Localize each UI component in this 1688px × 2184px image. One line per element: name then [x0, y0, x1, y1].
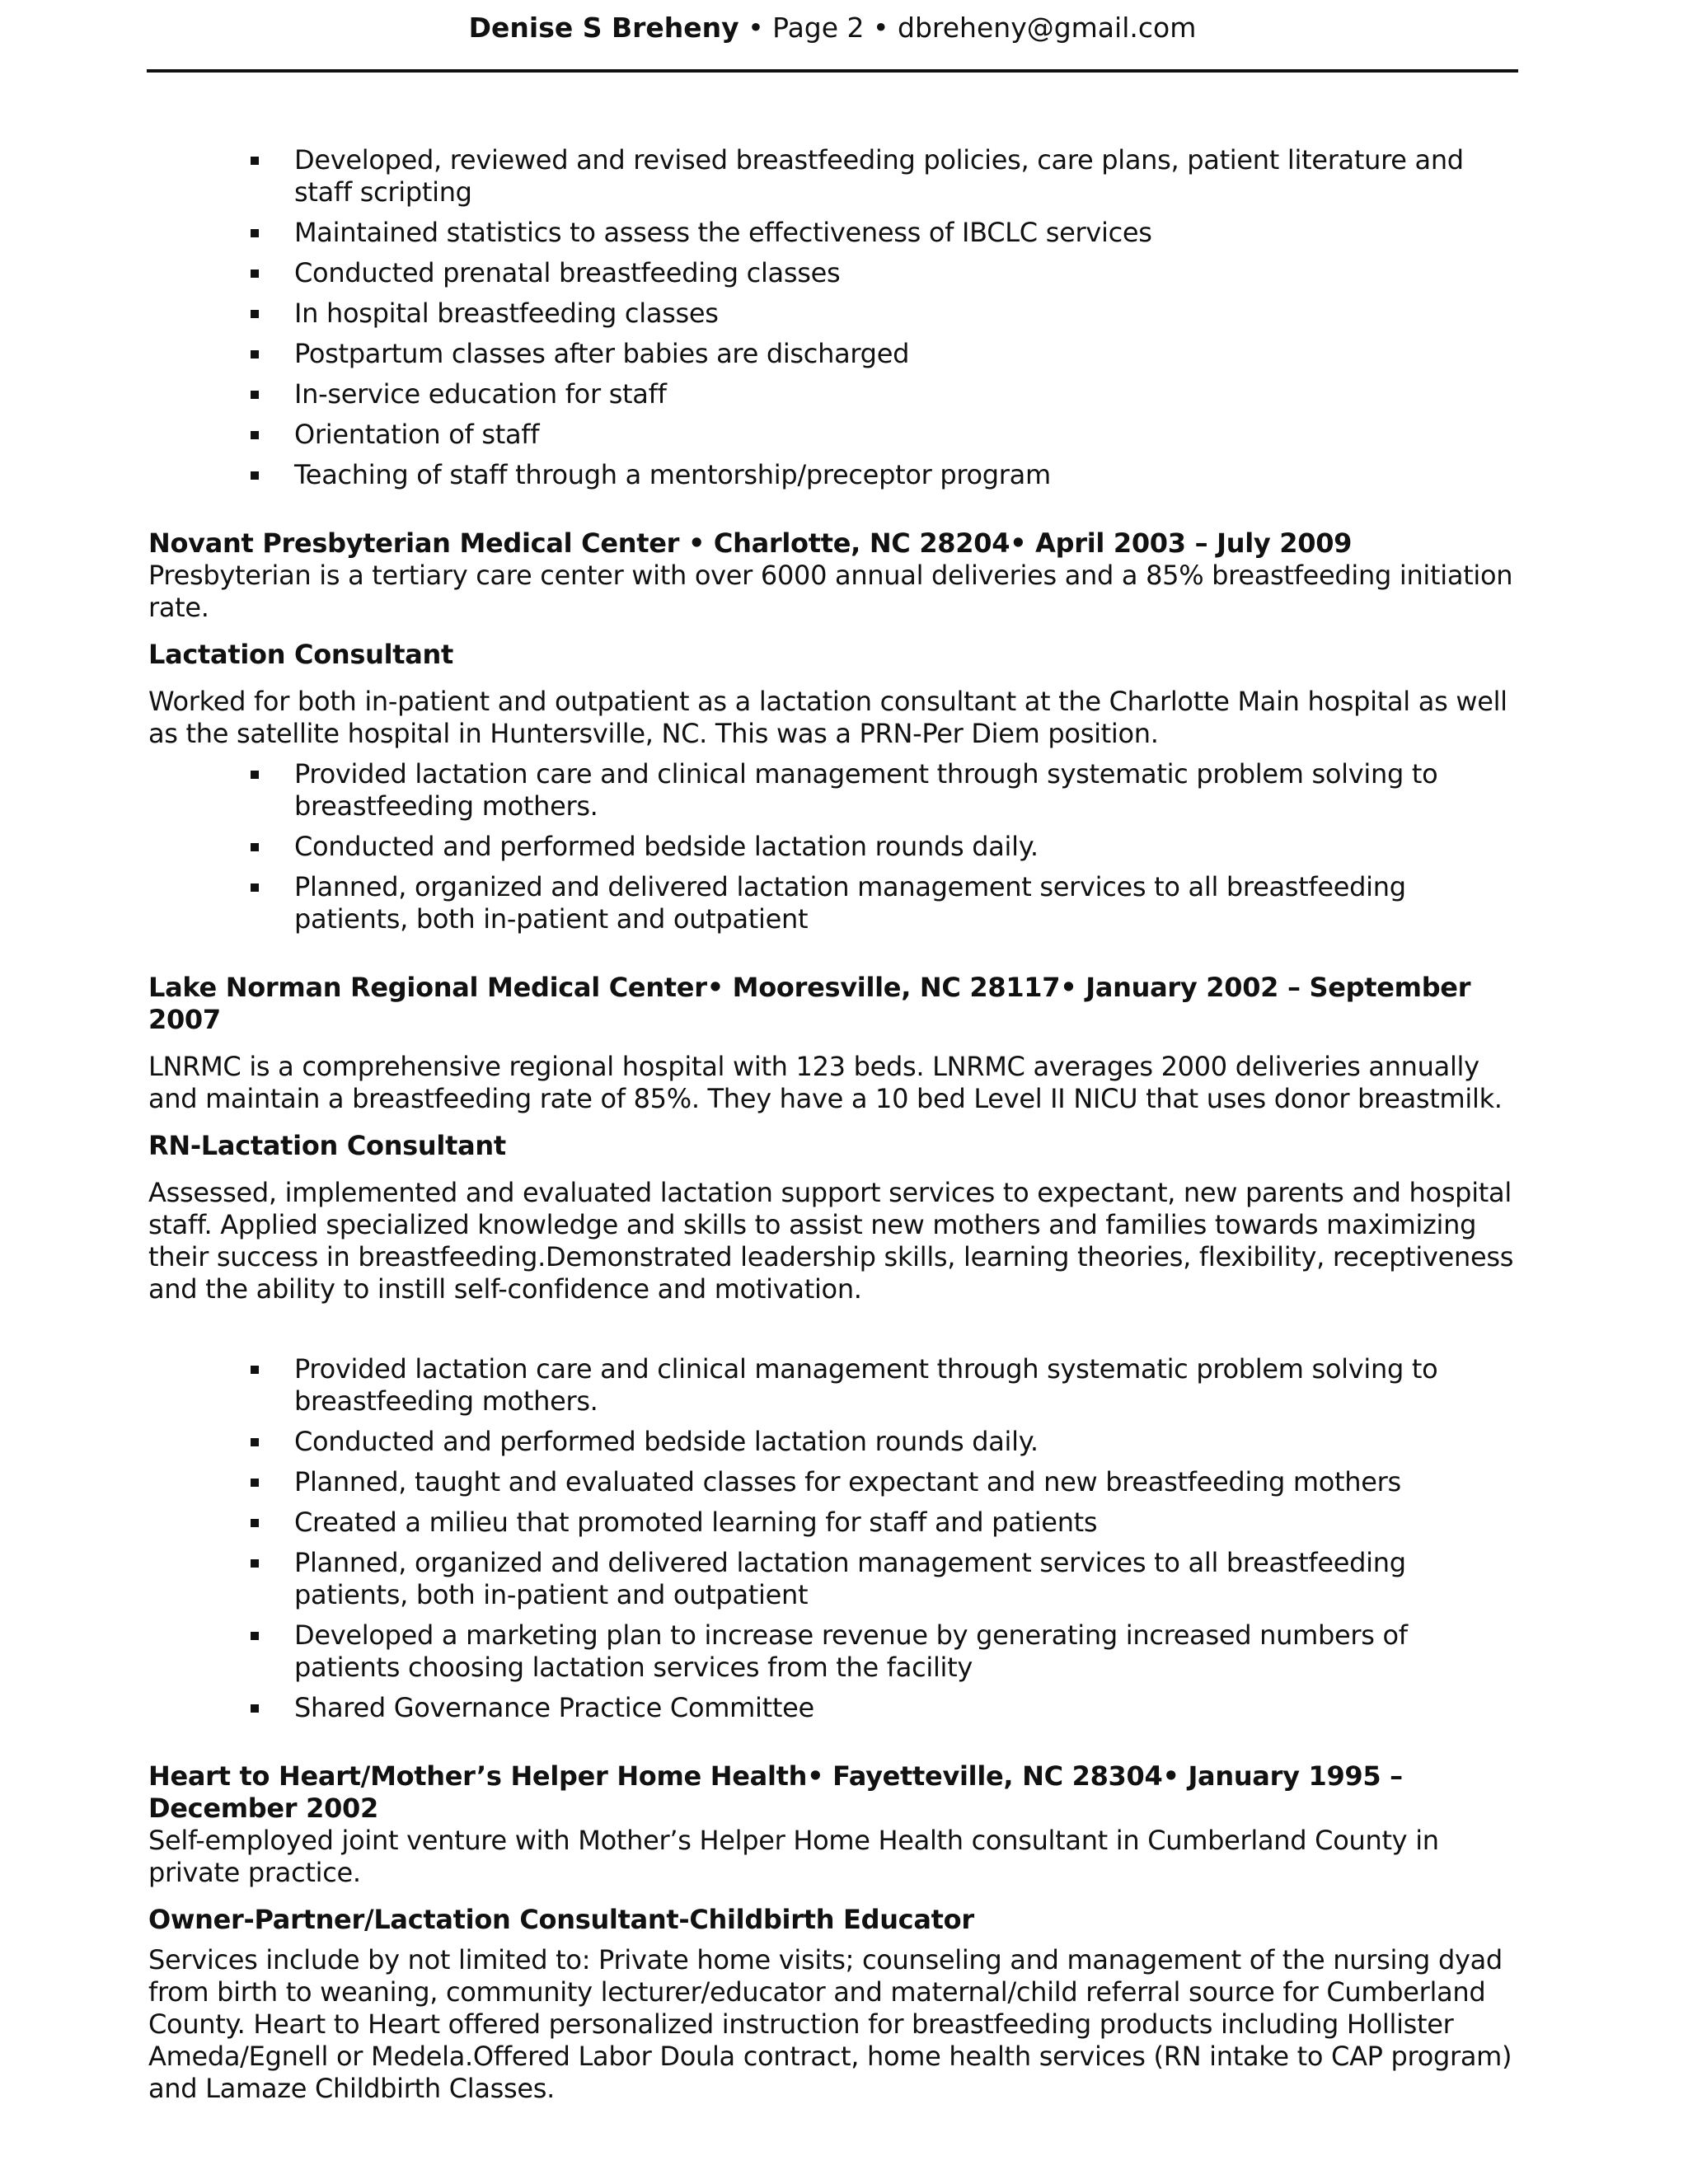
list-item: Planned, organized and delivered lactation management services to all breastfeeding patients, both in-patient and outpatient [294, 1547, 1520, 1611]
header-email: dbreheny@gmail.com [898, 12, 1197, 44]
page-header [147, 7, 1518, 49]
employer-summary: Presbyterian is a tertiary care center with over 6000 annual deliveries and a 85% breastfeeding initiation rate. [148, 560, 1513, 623]
employer-heading: Lake Norman Regional Medical Center• Mooresville, NC 28117• January 2002 – September 2007 [148, 972, 1471, 1035]
header-separator: • [748, 12, 764, 44]
header-name: Denise S Breheny [468, 12, 739, 44]
list-item: Conducted and performed bedside lactation rounds daily. [294, 1426, 1520, 1458]
list-item: Teaching of staff through a mentorship/preceptor program [294, 459, 1520, 491]
list-item: In hospital breastfeeding classes [294, 298, 1520, 330]
job-title: RN-Lactation Consultant [148, 1130, 506, 1161]
list-item: Developed, reviewed and revised breastfeeding policies, care plans, patient literature and staff scripting [294, 144, 1520, 209]
list-item: Provided lactation care and clinical management through systematic problem solving to breastfeeding mothers. [294, 1353, 1520, 1418]
job-title: Lactation Consultant [148, 639, 454, 670]
list-item: Shared Governance Practice Committee [294, 1692, 1520, 1724]
employer-summary: LNRMC is a comprehensive regional hospital with 123 beds. LNRMC averages 2000 deliveries annually and maintain a breastfeeding rate of 85%. They have a 10 bed Level II NICU that uses donor breastmilk. [148, 1051, 1503, 1114]
intro-bullet-list [148, 144, 1520, 491]
list-item: Developed a marketing plan to increase revenue by generating increased numbers of patients choosing lactation services from the facility [294, 1619, 1520, 1684]
list-item: Planned, organized and delivered lactation management services to all breastfeeding patients, both in-patient and outpatient [294, 871, 1520, 935]
list-item: Conducted prenatal breastfeeding classes [294, 257, 1520, 289]
header-divider [147, 69, 1518, 73]
job-title: Owner-Partner/Lactation Consultant-Childbirth Educator [148, 1904, 974, 1935]
list-item: Created a milieu that promoted learning for staff and patients [294, 1507, 1520, 1539]
list-item: Orientation of staff [294, 419, 1520, 451]
employer-heading: Heart to Heart/Mother’s Helper Home Health• Fayetteville, NC 28304• January 1995 – December 2002 [148, 1760, 1403, 1824]
list-item: Planned, taught and evaluated classes for expectant and new breastfeeding mothers [294, 1466, 1520, 1498]
employer-summary: Self-employed joint venture with Mother’s Helper Home Health consultant in Cumberland County in private practice. [148, 1825, 1439, 1888]
job-bullet-list [148, 1353, 1520, 1724]
list-item: Maintained statistics to assess the effectiveness of IBCLC services [294, 217, 1520, 249]
job-description: Services include by not limited to: Private home visits; counseling and management of the nursing dyad from birth to weaning, community lecturer/educator and maternal/child referral source for Cumberland County. Heart to Heart offered personalized instruction for breastfeeding products including Hollister Ameda/Egnell or Medela.Offered Labor Doula contract, home health services (RN intake to CAP program) and Lamaze Childbirth Classes. [148, 1944, 1512, 2104]
header-page-number: Page 2 [772, 12, 865, 44]
job-bullet-list [148, 758, 1520, 935]
job-description: Worked for both in-patient and outpatient as a lactation consultant at the Charlotte Main hospital as well as the satellite hospital in Huntersville, NC. This was a PRN-Per Diem position. [148, 686, 1507, 749]
list-item: Postpartum classes after babies are discharged [294, 338, 1520, 370]
list-item: In-service education for staff [294, 378, 1520, 410]
list-item: Conducted and performed bedside lactation rounds daily. [294, 831, 1520, 863]
header-separator: • [873, 12, 889, 44]
employer-heading: Novant Presbyterian Medical Center • Charlotte, NC 28204• April 2003 – July 2009 [148, 527, 1353, 559]
list-item: Provided lactation care and clinical management through systematic problem solving to breastfeeding mothers. [294, 758, 1520, 823]
job-description: Assessed, implemented and evaluated lactation support services to expectant, new parents and hospital staff. Applied specialized knowledge and skills to assist new mothers and families towards maximizing their success in breastfeeding.Demonstrated leadership skills, learning theories, flexibility, receptiveness and the ability to instill self-confidence and motivation. [148, 1177, 1514, 1305]
resume-content [148, 144, 1520, 2105]
